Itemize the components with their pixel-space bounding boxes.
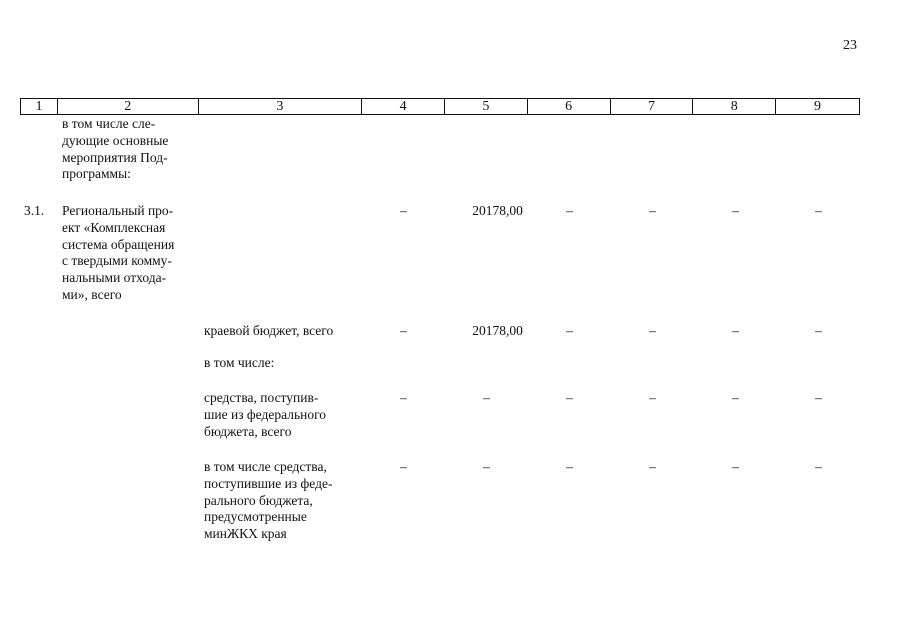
subrow-ministry-funds-label bbox=[204, 459, 356, 543]
header-col-1: 1 bbox=[21, 99, 58, 114]
subrow-ministry-col-7: – bbox=[649, 459, 656, 474]
subrow-ministry-col-9: – bbox=[815, 459, 822, 474]
intro-line: программы: bbox=[62, 166, 131, 182]
table-header-row bbox=[20, 98, 860, 115]
subrow-ministry-col-6: – bbox=[566, 459, 573, 474]
subrow-regional-col-8: – bbox=[732, 323, 739, 338]
row-3-1-col-9: – bbox=[815, 203, 822, 218]
subrow-label-line: рального бюджета, bbox=[204, 492, 313, 508]
row-3-1-col-6: – bbox=[566, 203, 573, 218]
row-3-1-col-4: – bbox=[400, 203, 407, 218]
row-3-1-name-line: ект «Комплексная bbox=[62, 219, 166, 235]
row-3-1-name-line: с твердыми комму- bbox=[62, 253, 172, 269]
header-col-6: 6 bbox=[528, 99, 611, 114]
row-3-1-name-line: система обращения bbox=[62, 236, 175, 252]
subrow-label-line: поступившие из феде- bbox=[204, 475, 333, 491]
row-3-1-name-line: Региональный про- bbox=[62, 203, 174, 218]
page-number: 23 bbox=[843, 38, 857, 53]
subrow-federal-col-7: – bbox=[649, 390, 656, 405]
subrow-including-label bbox=[204, 355, 356, 372]
subrow-label-line: предусмотренные bbox=[204, 509, 307, 525]
subrow-label-line: бюджета, всего bbox=[204, 423, 292, 439]
subrow-federal-col-8: – bbox=[732, 390, 739, 405]
intro-line: в том числе сле- bbox=[62, 116, 156, 131]
row-3-1-name-line: нальными отхода- bbox=[62, 270, 167, 286]
subrow-regional-budget-label bbox=[204, 323, 356, 340]
subrow-federal-funds-label bbox=[204, 390, 356, 440]
header-col-3: 3 bbox=[199, 99, 363, 114]
header-col-9: 9 bbox=[814, 99, 822, 114]
header-col-5: 5 bbox=[445, 99, 528, 114]
subrow-label-line: в том числе: bbox=[204, 355, 275, 370]
header-col-4: 4 bbox=[362, 99, 445, 114]
subrow-regional-col-5: 20178,00 bbox=[472, 323, 523, 338]
subrow-label-line: средства, поступив- bbox=[204, 390, 319, 405]
subrow-ministry-col-8: – bbox=[732, 459, 739, 474]
row-3-1-col-5: 20178,00 bbox=[472, 203, 523, 218]
row-3-1-col-7: – bbox=[649, 203, 656, 218]
header-col-7: 7 bbox=[611, 99, 694, 114]
subrow-regional-col-7: – bbox=[649, 323, 656, 338]
header-col-2: 2 bbox=[58, 99, 199, 114]
subrow-ministry-col-5: – bbox=[483, 459, 490, 474]
subrow-federal-col-4: – bbox=[400, 390, 407, 405]
subrow-label-line: шие из федерального bbox=[204, 406, 327, 422]
intro-line: дующие основные bbox=[62, 132, 169, 148]
subrow-federal-col-9: – bbox=[815, 390, 822, 405]
subrow-regional-col-6: – bbox=[566, 323, 573, 338]
subrow-federal-col-6: – bbox=[566, 390, 573, 405]
subrow-ministry-col-4: – bbox=[400, 459, 407, 474]
subrow-federal-col-5: – bbox=[483, 390, 490, 405]
header-col-8: 8 bbox=[693, 99, 776, 114]
intro-text bbox=[62, 116, 193, 183]
subrow-label-line: в том числе средства, bbox=[204, 459, 327, 474]
intro-line: мероприятия Под- bbox=[62, 149, 168, 165]
row-number-3-1: 3.1. bbox=[24, 203, 45, 218]
subrow-regional-col-4: – bbox=[400, 323, 407, 338]
row-3-1-name-line: ми», всего bbox=[62, 286, 122, 302]
subrow-label-line: минЖКХ края bbox=[204, 526, 287, 542]
subrow-label-line: краевой бюджет, всего bbox=[204, 323, 334, 338]
subrow-regional-col-9: – bbox=[815, 323, 822, 338]
row-3-1-col-8: – bbox=[732, 203, 739, 218]
row-3-1-name bbox=[62, 203, 193, 304]
